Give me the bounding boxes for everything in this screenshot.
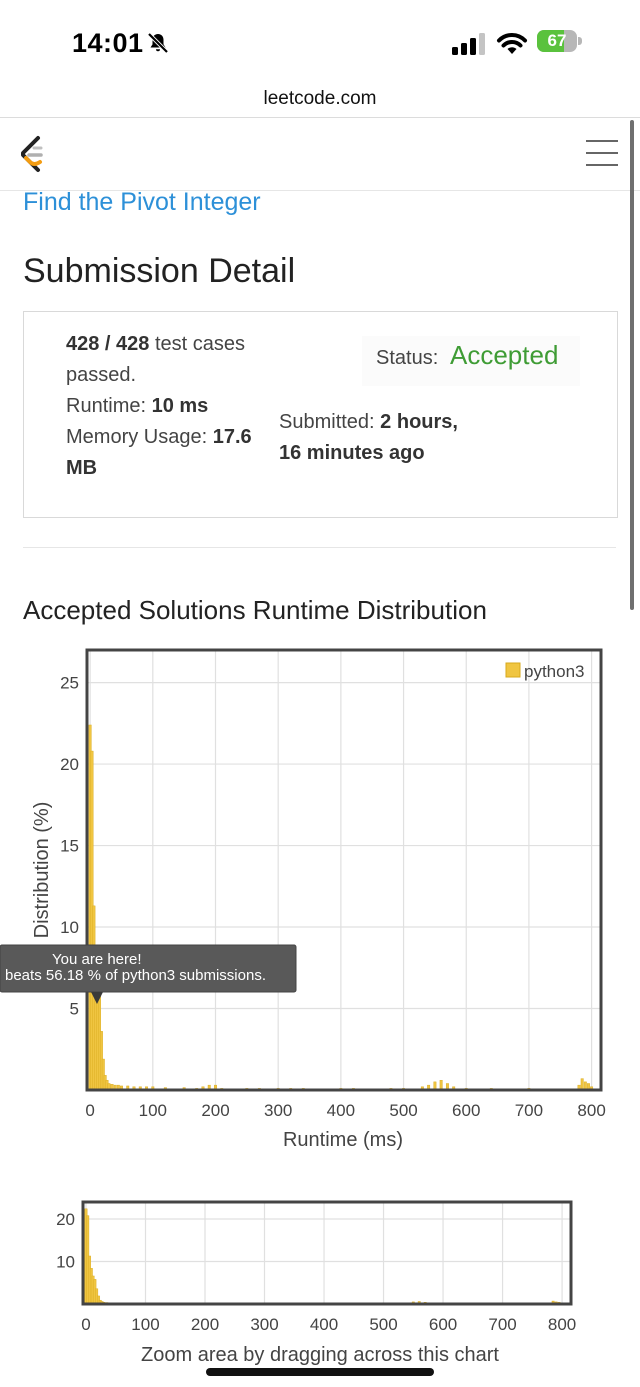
y-tick-label: 15 bbox=[60, 836, 79, 856]
x-tick-label: 300 bbox=[250, 1315, 279, 1334]
tooltip-line-1: You are here! bbox=[52, 951, 142, 968]
tooltip-line-2: beats 56.18 % of python3 submissions. bbox=[5, 967, 266, 984]
page-scrollbar[interactable] bbox=[630, 120, 634, 610]
x-tick-labels bbox=[85, 1101, 605, 1120]
home-indicator bbox=[206, 1368, 434, 1376]
submitted-time-2: 16 minutes ago bbox=[279, 442, 425, 464]
memory-unit: MB bbox=[66, 457, 98, 479]
y-tick-label: 10 bbox=[56, 1252, 75, 1272]
passed-text: passed. bbox=[66, 364, 137, 386]
x-axis-label: Runtime (ms) bbox=[282, 1129, 404, 1151]
runtime-label: Runtime: bbox=[66, 395, 147, 417]
cellular-signal-icon bbox=[452, 33, 488, 55]
runtime-distribution-chart[interactable] bbox=[0, 640, 640, 1160]
zoom-y-tick-labels bbox=[56, 1210, 75, 1272]
bell-muted-icon bbox=[146, 31, 170, 55]
status-label: Status: bbox=[376, 347, 439, 369]
x-tick-label: 100 bbox=[131, 1315, 160, 1334]
memory-line bbox=[66, 422, 252, 453]
submitted-label: Submitted: bbox=[279, 411, 375, 433]
x-tick-label: 500 bbox=[389, 1101, 418, 1120]
x-tick-label: 700 bbox=[514, 1101, 544, 1120]
test-cases-line bbox=[66, 329, 245, 360]
wifi-icon bbox=[496, 30, 528, 56]
memory-label: Memory Usage: bbox=[66, 426, 208, 448]
battery-percent: 67 bbox=[547, 31, 567, 50]
legend[interactable] bbox=[506, 662, 585, 681]
x-tick-label: 700 bbox=[488, 1315, 517, 1334]
browser-url-bar[interactable] bbox=[0, 84, 640, 118]
y-tick-label: 25 bbox=[60, 673, 79, 693]
y-tick-label: 20 bbox=[60, 755, 79, 775]
x-tick-label: 400 bbox=[309, 1315, 339, 1334]
submitted-time-1: 2 hours, bbox=[380, 411, 458, 433]
distribution-title: Accepted Solutions Runtime Distribution bbox=[23, 595, 487, 625]
x-tick-label: 600 bbox=[428, 1315, 458, 1334]
zoom-chart-grid bbox=[83, 1202, 571, 1304]
x-tick-label: 400 bbox=[326, 1101, 356, 1120]
x-tick-label: 800 bbox=[547, 1315, 577, 1334]
x-tick-label: 200 bbox=[190, 1315, 220, 1334]
y-axis-label: Distribution (%) bbox=[31, 801, 53, 939]
memory-value: 17.6 bbox=[212, 426, 252, 448]
clock: 14:01 bbox=[72, 28, 144, 58]
legend-label: python3 bbox=[524, 662, 585, 681]
zoom-overview-chart[interactable] bbox=[0, 1190, 640, 1370]
runtime-value: 10 ms bbox=[151, 395, 209, 417]
submitted-line bbox=[279, 407, 458, 438]
y-tick-label: 5 bbox=[69, 999, 79, 1019]
x-tick-label: 300 bbox=[263, 1101, 293, 1120]
x-tick-label: 100 bbox=[138, 1101, 168, 1120]
chart-grid bbox=[87, 650, 601, 1090]
test-cases-count: 428 / 428 bbox=[66, 333, 150, 355]
status-accepted[interactable]: Accepted bbox=[450, 340, 559, 370]
x-tick-label: 800 bbox=[577, 1101, 606, 1120]
x-tick-label: 200 bbox=[201, 1101, 230, 1120]
y-tick-label: 10 bbox=[60, 918, 79, 938]
zoom-hint: Zoom area by dragging across this chart bbox=[141, 1344, 499, 1366]
page-title: Submission Detail bbox=[23, 252, 296, 290]
leetcode-logo[interactable] bbox=[16, 135, 48, 173]
zoom-x-tick-labels bbox=[81, 1315, 576, 1334]
legend-swatch bbox=[506, 663, 520, 677]
x-tick-label: 500 bbox=[369, 1315, 398, 1334]
y-tick-label: 20 bbox=[56, 1210, 75, 1230]
zoom-plot-frame bbox=[83, 1202, 571, 1304]
section-divider bbox=[23, 547, 616, 548]
tooltip bbox=[0, 945, 296, 1004]
runtime-line bbox=[66, 391, 208, 422]
x-tick-label: 600 bbox=[452, 1101, 481, 1120]
problem-title-link[interactable]: Find the Pivot Integer bbox=[23, 188, 261, 216]
url-text: leetcode.com bbox=[263, 88, 377, 109]
site-header bbox=[0, 118, 640, 191]
test-cases-text: test cases bbox=[154, 333, 246, 355]
battery-icon bbox=[537, 30, 585, 54]
x-tick-label: 0 bbox=[85, 1101, 95, 1120]
histogram-bar bbox=[581, 1079, 583, 1090]
hamburger-menu-icon[interactable] bbox=[586, 140, 618, 166]
x-tick-label: 0 bbox=[81, 1315, 91, 1334]
plot-frame bbox=[87, 650, 601, 1090]
